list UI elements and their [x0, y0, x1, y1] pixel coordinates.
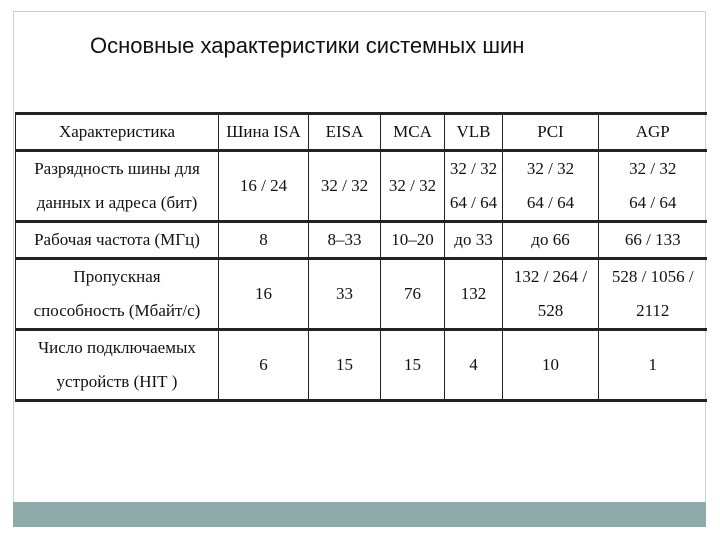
table-row	[16, 330, 707, 401]
header-cell: Шина ISA	[219, 114, 309, 151]
table-cell: 32 / 32	[309, 151, 381, 222]
table-cell: 76	[381, 259, 445, 330]
table-cell: 1	[599, 330, 707, 401]
table-cell: 16	[219, 259, 309, 330]
table-cell: 33	[309, 259, 381, 330]
header-cell: EISA	[309, 114, 381, 151]
table-cell: 15	[309, 330, 381, 401]
table-cell: 6	[219, 330, 309, 401]
header-cell: VLB	[445, 114, 503, 151]
table-cell: 10	[503, 330, 599, 401]
row-label: Рабочая частота (МГц)	[16, 222, 219, 259]
header-cell: MCA	[381, 114, 445, 151]
header-cell: Характеристика	[16, 114, 219, 151]
table-cell: 528 / 1056 / 2112	[599, 259, 707, 330]
slide-title: Основные характеристики системных шин	[90, 33, 525, 58]
table-cell: 32 / 32 64 / 64	[599, 151, 707, 222]
table-cell: 10–20	[381, 222, 445, 259]
header-row	[16, 114, 707, 151]
header-cell: AGP	[599, 114, 707, 151]
table-cell: 32 / 32 64 / 64	[503, 151, 599, 222]
row-label: Разрядность шины для данных и адреса (бит)	[16, 151, 219, 222]
row-label: Пропускная способность (Мбайт/с)	[16, 259, 219, 330]
table-cell: 15	[381, 330, 445, 401]
table-cell: до 66	[503, 222, 599, 259]
table-cell: 32 / 32	[381, 151, 445, 222]
table-row	[16, 259, 707, 330]
table-cell: 8–33	[309, 222, 381, 259]
table-cell: 32 / 32 64 / 64	[445, 151, 503, 222]
table-cell: 132 / 264 / 528	[503, 259, 599, 330]
table-cell: 16 / 24	[219, 151, 309, 222]
table-cell: 66 / 133	[599, 222, 707, 259]
header-cell: PCI	[503, 114, 599, 151]
footer-bar	[13, 502, 706, 527]
bus-specs-table	[15, 112, 707, 402]
table-cell: 4	[445, 330, 503, 401]
table-cell: до 33	[445, 222, 503, 259]
table-row	[16, 151, 707, 222]
table-cell: 8	[219, 222, 309, 259]
table-cell: 132	[445, 259, 503, 330]
table-row	[16, 222, 707, 259]
row-label: Число подключаемых устройств (НІТ )	[16, 330, 219, 401]
